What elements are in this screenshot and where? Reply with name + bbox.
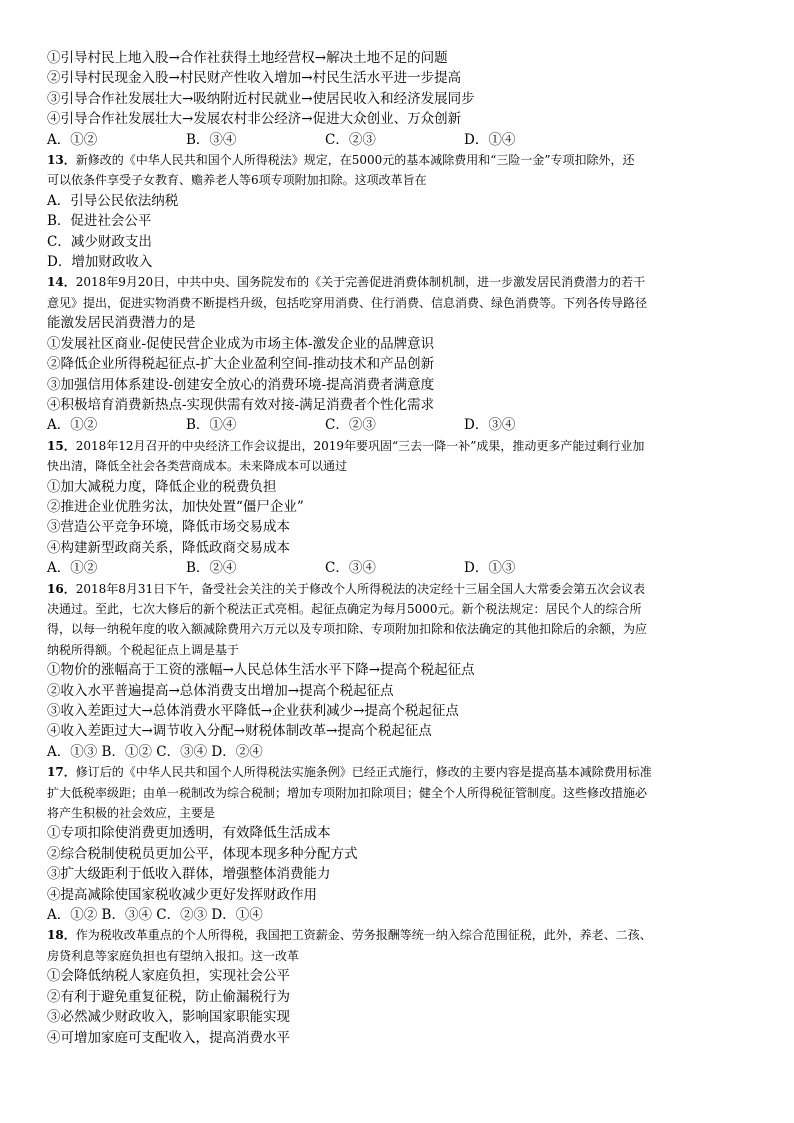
q12-option-c: C．②③	[325, 131, 376, 148]
q15-option-a: A．①②	[47, 560, 98, 577]
q14-stem-text-1: 2018年9月20日，中共中央、国务院发布的《关于完善促进消费体制机制，进一步激发居民消费潜力的若干	[75, 275, 646, 290]
q18-item-3: ③必然减少财政收入，影响国家职能实现	[47, 1009, 290, 1026]
q15-number: 15．	[47, 438, 76, 453]
q18-stem-line-2: 房贷利息等家庭负担也有望纳入报扣。这一改革	[47, 948, 300, 963]
q18-stem-line-1	[47, 925, 747, 945]
q14-options	[47, 415, 747, 435]
q14-item-2: ②降低企业所得税起征点-扩大企业盈利空间-推动技术和产品创新	[47, 356, 435, 373]
q16-item-1: ①物价的涨幅高于工资的涨幅→人民总体生活水平下降→提高个税起征点	[47, 662, 475, 679]
q18-stem-text-1: 作为税收改革重点的个人所得税，我国把工资薪金、劳务报酬等统一纳入综合范围征税，此外，养老、二孩、	[75, 928, 652, 943]
q15-item-3: ③营造公平竞争环境，降低市场交易成本	[47, 519, 290, 536]
q14-option-c: C．②③	[325, 417, 376, 434]
q16-stem-line-3: 得，以每一纳税年度的收入额减除费用六万元以及专项扣除、专项附加扣除和依法确定的其他扣除后的余额，为应	[47, 622, 648, 637]
q13-stem-line-2: 可以依条件享受子女教育、赡养老人等6项专项附加扣除。这项改革旨在	[47, 173, 427, 188]
q15-option-c: C．③④	[325, 560, 376, 577]
q12-option-d: D．①④	[464, 131, 516, 148]
q15-item-4: ④构建新型政商关系，降低政商交易成本	[47, 539, 290, 556]
q12-item-3: ③引导合作社发展壮大→吸纳附近村民就业→使居民收入和经济发展同步	[47, 90, 475, 107]
question-14	[47, 272, 747, 435]
q14-option-b: B．①④	[186, 417, 237, 434]
q15-item-1: ①加大减税力度，降低企业的税费负担	[47, 478, 277, 495]
q17-number: 17．	[47, 765, 76, 780]
q12-options	[47, 130, 747, 150]
question-13	[47, 150, 747, 272]
q16-stem-line-4: 纳税所得额。个税起征点上调是基于	[47, 642, 240, 657]
q14-stem-line-2: 意见》提出，促进实物消费不断提档升级，包括吃穿用消费、住行消费、信息消费、绿色消费等。下列各传导路径	[47, 295, 648, 310]
q14-item-4: ④积极培育消费新热点-实现供需有效对接-满足消费者个性化需求	[47, 396, 435, 413]
q14-option-d: D．③④	[464, 417, 516, 434]
q13-stem-line-1	[47, 150, 747, 170]
q13-option-a: A．引导公民依法纳税	[47, 192, 179, 209]
q17-item-4: ④提高减除使国家税收减少更好发挥财政作用	[47, 886, 317, 903]
q12-option-a: A．①②	[47, 131, 98, 148]
q15-options	[47, 558, 747, 578]
question-18	[47, 925, 747, 1047]
q15-item-2: ②推进企业优胜劣汰，加快处置“僵尸企业”	[47, 498, 304, 515]
q16-item-4: ④收入差距过大→调节收入分配→财税体制改革→提高个税起征点	[47, 723, 432, 740]
question-15	[47, 436, 747, 579]
q13-number: 13．	[47, 153, 76, 168]
q12-item-4: ④引导合作社发展壮大→发展农村非公经济→促进大众创业、万众创新	[47, 111, 462, 128]
q16-stem-text-1: 2018年8月31日下午，备受社会关注的关于修改个人所得税法的决定经十三届全国人大常委会第五次会议表	[75, 581, 646, 596]
q13-option-d: D．增加财政收入	[47, 254, 153, 271]
q14-stem-line-1	[47, 272, 747, 292]
q14-item-1: ①发展社区商业-促使民营企业成为市场主体-激发企业的品牌意识	[47, 335, 435, 352]
q12-option-b: B．③④	[186, 131, 237, 148]
q17-item-1: ①专项扣除使消费更加透明，有效降低生活成本	[47, 825, 331, 842]
q17-item-3: ③扩大级距利于低收入群体，增强整体消费能力	[47, 866, 331, 883]
q15-stem-text-1: 2018年12月召开的中央经济工作会议提出，2019年要巩固“三去一降一补”成果，推动更多产能过剩行业加	[75, 438, 645, 453]
q17-stem-line-3: 将产生积极的社会效应，主要是	[47, 806, 216, 821]
question-17	[47, 762, 747, 925]
q13-option-b: B．促进社会公平	[47, 213, 152, 230]
q15-stem-line-1	[47, 436, 747, 456]
q17-stem-line-2: 扩大低税率级距；由单一税制改为综合税制；增加专项附加扣除项目；健全个人所得税征管制度。这些修改措施必	[47, 785, 648, 800]
q16-item-2: ②收入水平普遍提高→总体消费支出增加→提高个税起征点	[47, 682, 394, 699]
q17-options: A．①② B．③④ C．②③ D．①④	[47, 907, 263, 924]
q15-stem-line-2: 快出清，降低全社会各类营商成本。未来降成本可以通过	[47, 459, 348, 474]
q18-number: 18．	[47, 928, 76, 943]
q12-item-1: ①引导村民上地入股→合作社获得土地经营权→解决土地不足的问题	[47, 50, 448, 66]
q18-item-4: ④可增加家庭可支配收入，提高消费水平	[47, 1029, 290, 1046]
q16-stem-line-1	[47, 579, 747, 599]
q15-option-d: D．①③	[464, 560, 516, 577]
q13-stem-text-1: 新修改的《中华人民共和国个人所得税法》规定，在5000元的基本减除费用和“三险一金”专项扣除外，还	[75, 153, 635, 168]
q12-item-2: ②引导村民现金入股→村民财产性收入增加→村民生活水平进一步提高	[47, 70, 462, 87]
q18-item-2: ②有利于避免重复征税，防止偷漏税行为	[47, 988, 290, 1005]
q14-number: 14．	[47, 275, 76, 290]
q17-stem-text-1: 修订后的《中华人民共和国个人所得税法实施条例》已经正式施行，修改的主要内容是提高基本减除费用标准	[75, 765, 652, 780]
q16-options: A．①③ B．①② C．③④ D．②④	[47, 743, 263, 760]
q14-item-3: ③加强信用体系建设-创建安全放心的消费环境-提高消费者满意度	[47, 376, 435, 393]
q17-stem-line-1	[47, 762, 747, 782]
question-16	[47, 579, 747, 763]
q16-item-3: ③收入差距过大→总体消费水平降低→企业获利减少→提高个税起征点	[47, 703, 459, 719]
q18-item-1: ①会降低纳税人家庭负担，实现社会公平	[47, 968, 290, 985]
q16-stem-line-2: 决通过。至此，七次大修后的新个税法正式亮相。起征点确定为每月5000元。新个税法规定：居民个人的综合所	[47, 601, 642, 616]
q15-option-b: B．②④	[186, 560, 237, 577]
q14-option-a: A．①②	[47, 417, 98, 434]
exam-page	[47, 48, 747, 1048]
q17-item-2: ②综合税制使税员更加公平，体现本现多种分配方式	[47, 845, 358, 862]
q16-number: 16．	[47, 581, 76, 596]
q14-stem-line-3: 能激发居民消费潜力的是	[47, 315, 196, 332]
q13-option-c: C．减少财政支出	[47, 233, 152, 250]
question-12	[47, 48, 747, 150]
